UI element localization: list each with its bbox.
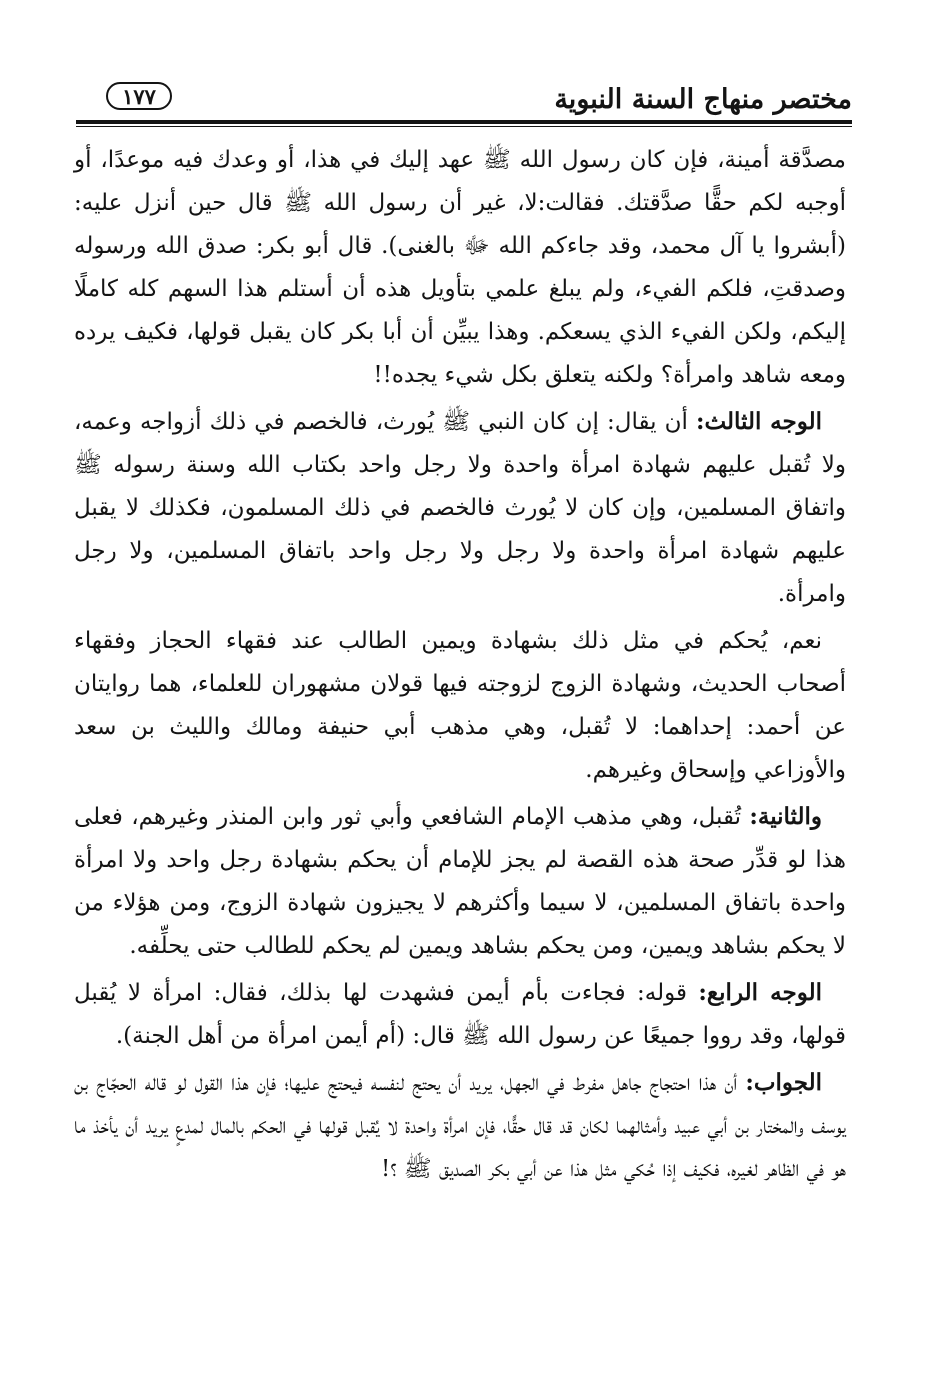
paragraph-text: قوله: فجاءت بأم أيمن فشهدت لها بذلك، فقال: امرأة لا يُقبل قولها، وقد رووا جميعًا عن رسول الله ﷺ قال: (أم أيمن امرأة من أهل الجنة). bbox=[74, 980, 846, 1049]
paragraph-text: مصدَّقة أمينة، فإن كان رسول الله ﷺ عهد إليك في هذا، أو وعدك فيه موعدًا، أو أوجبه لكم حقًّا صدَّقتك. فقالت:لا، غير أن رسول الله ﷺ قال حين أنزل عليه: (أبشروا يا آل محمد، وقد جاءكم الله ﷻ بالغنى). قال أبو بكر: صدق الله ورسوله وصدقتِ، فلكم الفيء، ولم يبلغ علمي بتأويل هذه أن أستلم هذا السهم كله كاملًا إليكم، ولكن الفيء الذي يسعكم. وهذا يبيِّن أن أبا بكر كان يقبل قولها، فكيف يرده ومعه شاهد وامرأة؟ ولكنه يتعلق بكل شيء يجده!! bbox=[74, 147, 846, 388]
header-divider-thin bbox=[76, 126, 852, 127]
paragraph-lead: الجواب: bbox=[745, 1069, 822, 1096]
paragraph-text: نعم، يُحكم في مثل ذلك بشهادة ويمين الطالب عند فقهاء الحجاز وفقهاء أصحاب الحديث، وشهادة الزوج لزوجته فيها قولان مشهوران للعلماء، هما روايتان عن أحمد: إحداهما: لا تُقبل، وهي مذهب أبي حنيفة ومالك والليث بن سعد والأوزاعي وإسحاق وغيرهم. bbox=[74, 628, 846, 783]
header-divider-thick bbox=[76, 120, 852, 124]
paragraph bbox=[74, 619, 846, 792]
paragraph-lead: الوجه الثالث: bbox=[695, 408, 822, 435]
paragraph bbox=[74, 138, 846, 397]
paragraph bbox=[74, 795, 846, 968]
paragraph bbox=[74, 1061, 846, 1191]
paragraph-text: أن هذا احتجاج جاهل مفرط في الجهل، يريد أن يحتج لنفسه فيحتج عليها؛ فإن هذا القول لو قاله الحجّاج بن يوسف والمختار بن أبي عبيد وأمثالهما لكان قد قال حقًّا، فإن امرأة واحدة لا يُقبل قولها في الحكم بالمال لمدعٍ يريد أن يأخذ ما هو في الظاهر لغيره، فكيف إذا حُكي مثل هذا عن أبي بكر الصديق ﷺ ؟! bbox=[74, 1070, 846, 1182]
page-body bbox=[74, 138, 846, 1194]
paragraph bbox=[74, 400, 846, 616]
paragraph-text: تُقبل، وهي مذهب الإمام الشافعي وأبي ثور وابن المنذر وغيرهم، فعلى هذا لو قدِّر صحة هذه القصة لم يجز للإمام أن يحكم بشهادة رجل واحد ولا امرأة واحدة باتفاق المسلمين، لا سيما وأكثرهم لا يجيزون شهادة الزوج، ومن هؤلاء من لا يحكم بشاهد ويمين، ومن يحكم بشاهد ويمين لم يحكم للطالب حتى يحلِّفه. bbox=[74, 804, 846, 959]
paragraph-lead: الوجه الرابع: bbox=[698, 979, 822, 1006]
page-header bbox=[76, 78, 852, 124]
book-title: مختصر منهاج السنة النبوية bbox=[554, 84, 852, 115]
paragraph bbox=[74, 971, 846, 1058]
page-number-badge: ١٧٧ bbox=[106, 82, 172, 110]
paragraph-text: أن يقال: إن كان النبي ﷺ يُورث، فالخصم في ذلك أزواجه وعمه، ولا تُقبل عليهم شهادة امرأة واحدة ولا رجل واحد بكتاب الله وسنة رسوله ﷺ واتفاق المسلمين، وإن كان لا يُورث فالخصم في ذلك المسلمون، فكذلك لا يقبل عليهم شهادة امرأة واحدة ولا رجل ولا رجل واحد باتفاق المسلمين، ولا رجل وامرأة. bbox=[74, 409, 846, 607]
paragraph-lead: والثانية: bbox=[749, 803, 822, 830]
